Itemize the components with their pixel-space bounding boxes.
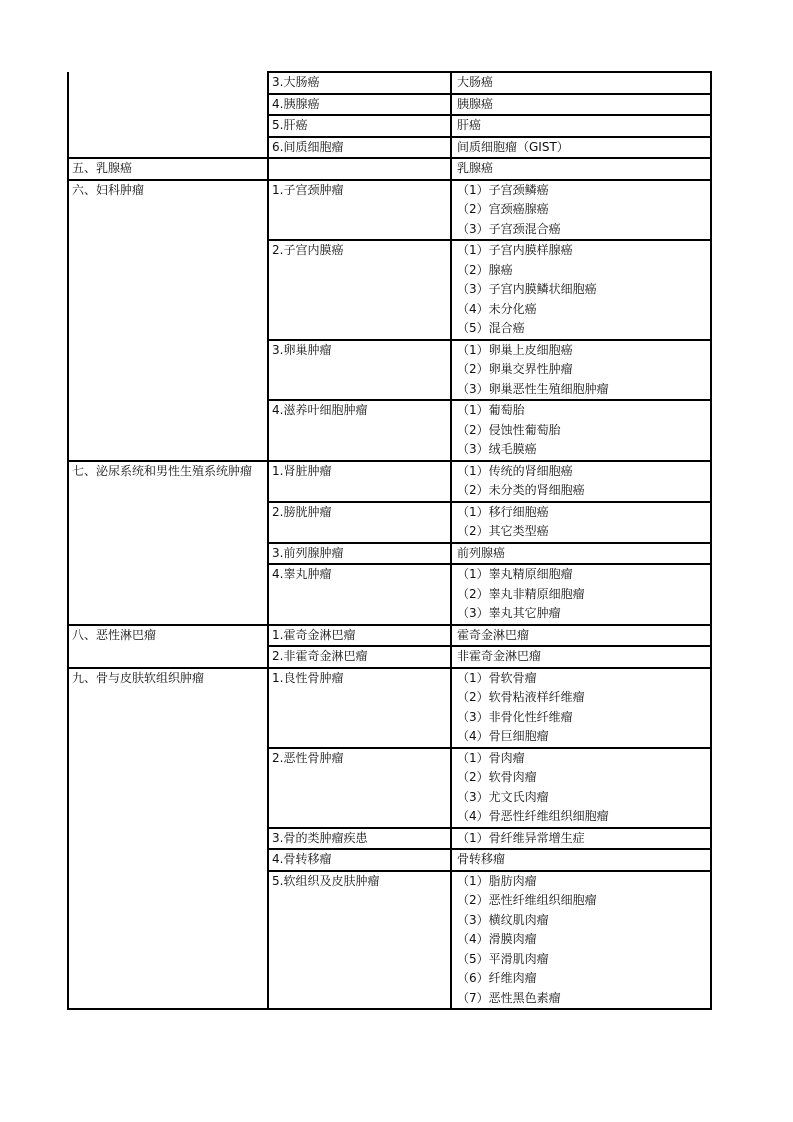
category-label: 七、泌尿系统和男性生殖系统肿瘤: [72, 463, 253, 478]
subtype-item: （1）葡萄胎: [457, 403, 525, 417]
table-row: [68, 400, 711, 461]
subtype-item: 肝癌: [457, 118, 482, 132]
category-cell: [68, 646, 268, 668]
table-row: [68, 340, 711, 401]
table-row: [68, 748, 711, 828]
subcategory-cell: [268, 72, 451, 94]
category-cell: [68, 340, 268, 401]
subtype-item: （1）子宫颈鳞癌: [457, 182, 549, 197]
category-cell: [68, 72, 268, 94]
subcategory-label: 3.卵巢肿瘤: [272, 342, 332, 357]
category-cell: [68, 625, 268, 647]
subcategory-cell: [268, 340, 451, 401]
subcategory-cell: [268, 564, 451, 625]
category-cell: [68, 461, 268, 502]
subtype-item: （1）子宫内膜样腺癌: [457, 243, 573, 257]
subtype-cell: [451, 115, 711, 137]
table-row: [68, 625, 711, 647]
category-cell: [68, 158, 268, 180]
table-row: [68, 849, 711, 871]
subtype-item: （2）卵巢交界性肿瘤: [457, 362, 573, 376]
subtype-cell: [451, 668, 711, 748]
subtype-cell: [451, 158, 711, 180]
subcategory-cell: [268, 849, 451, 871]
category-cell: [68, 748, 268, 828]
subtype-item: （5）混合癌: [457, 321, 525, 335]
subcategory-cell: [268, 502, 451, 543]
subtype-cell: [451, 849, 711, 871]
subtype-cell: [451, 543, 711, 565]
table-row: [68, 828, 711, 850]
subtype-item: 霍奇金淋巴瘤: [457, 627, 530, 642]
subcategory-label: 3.前列腺肿瘤: [272, 545, 344, 560]
subtype-item: 间质细胞瘤（GIST）: [457, 139, 569, 154]
category-cell: [68, 137, 268, 159]
subtype-cell: [451, 180, 711, 241]
category-cell: [68, 849, 268, 871]
subtype-item: 胰腺癌: [457, 96, 494, 111]
category-label: 八、恶性淋巴瘤: [72, 627, 157, 642]
subcategory-label: 6.间质细胞瘤: [272, 139, 344, 154]
subtype-cell: [451, 564, 711, 625]
category-cell: [68, 400, 268, 461]
tumor-classification-sheet: [67, 71, 712, 1010]
table-row: [68, 137, 711, 159]
category-cell: [68, 180, 268, 241]
subtype-cell: [451, 72, 711, 94]
subtype-item: （1）传统的肾细胞癌: [457, 463, 573, 478]
table-row: [68, 94, 711, 116]
subcategory-label: 1.子宫颈肿瘤: [272, 182, 344, 197]
subtype-cell: [451, 871, 711, 1010]
subtype-item: （2）软骨粘液样纤维瘤: [457, 690, 585, 704]
subcategory-label: 3.大肠癌: [272, 75, 320, 89]
subcategory-cell: [268, 543, 451, 565]
category-cell: [68, 543, 268, 565]
subtype-cell: [451, 340, 711, 401]
category-cell: [68, 564, 268, 625]
category-cell: [68, 668, 268, 748]
subcategory-cell: [268, 94, 451, 116]
category-cell: [68, 502, 268, 543]
category-cell: [68, 94, 268, 116]
subtype-cell: [451, 400, 711, 461]
subcategory-label: 2.非霍奇金淋巴瘤: [272, 649, 368, 663]
subtype-cell: [451, 828, 711, 850]
category-label: 五、乳腺癌: [72, 161, 133, 175]
subtype-item: （5）平滑肌肉瘤: [457, 951, 549, 966]
table-row: [68, 72, 711, 94]
subtype-item: （6）纤维肉瘤: [457, 971, 537, 985]
subtype-item: （1）移行细胞癌: [457, 504, 549, 519]
subtype-item: （2）睾丸非精原细胞瘤: [457, 586, 585, 601]
subcategory-cell: [268, 646, 451, 668]
subcategory-cell: [268, 668, 451, 748]
table-row: [68, 668, 711, 748]
subtype-item: 乳腺癌: [457, 161, 494, 175]
subtype-item: （3）非骨化性纤维瘤: [457, 709, 573, 724]
subcategory-label: 1.良性骨肿瘤: [272, 670, 344, 685]
subtype-item: （1）卵巢上皮细胞癌: [457, 342, 573, 357]
subtype-item: 前列腺癌: [457, 545, 506, 560]
subcategory-label: 2.子宫内膜癌: [272, 243, 344, 257]
category-label: 九、骨与皮肤软组织肿瘤: [72, 670, 205, 685]
subcategory-label: 2.膀胱肿瘤: [272, 504, 332, 519]
category-cell: [68, 115, 268, 137]
subtype-cell: [451, 748, 711, 828]
subtype-item: （2）腺癌: [457, 262, 513, 277]
subcategory-label: [272, 159, 450, 179]
subtype-item: （1）脂肪肉瘤: [457, 873, 537, 888]
subtype-item: （1）骨肉瘤: [457, 750, 525, 765]
table-row: [68, 461, 711, 502]
subcategory-label: 3.骨的类肿瘤疾患: [272, 830, 368, 845]
table-row: [68, 158, 711, 180]
subtype-item: （4）骨巨细胞瘤: [457, 729, 549, 743]
category-cell: [68, 871, 268, 1010]
subtype-cell: [451, 646, 711, 668]
table-row: [68, 502, 711, 543]
subcategory-label: 1.霍奇金淋巴瘤: [272, 627, 356, 642]
table-row: [68, 564, 711, 625]
subtype-item: 骨转移瘤: [457, 852, 506, 866]
subcategory-cell: [268, 461, 451, 502]
category-cell: [68, 240, 268, 340]
subcategory-cell: [268, 137, 451, 159]
subcategory-cell: [268, 115, 451, 137]
subtype-item: （2）侵蚀性葡萄胎: [457, 422, 561, 437]
subtype-item: （3）睾丸其它肿瘤: [457, 606, 561, 620]
subtype-item: （2）其它类型癌: [457, 524, 549, 538]
subcategory-cell: [268, 828, 451, 850]
subtype-item: （4）未分化癌: [457, 301, 537, 316]
table-row: [68, 240, 711, 340]
subtype-item: （1）骨纤维异常增生症: [457, 830, 585, 845]
table-body: [68, 72, 711, 1009]
subtype-item: （3）子宫颈混合癌: [457, 221, 561, 236]
table-row: [68, 180, 711, 241]
subtype-item: （3）卵巢恶性生殖细胞肿瘤: [457, 381, 609, 396]
table-row: [68, 871, 711, 1010]
subtype-cell: [451, 137, 711, 159]
subcategory-label: 4.滋养叶细胞肿瘤: [272, 403, 368, 417]
subcategory-cell: [268, 180, 451, 241]
subtype-item: （2）未分类的肾细胞癌: [457, 483, 585, 497]
subtype-item: 非霍奇金淋巴瘤: [457, 649, 542, 663]
subtype-item: （3）尤文氏肉瘤: [457, 789, 549, 804]
subcategory-cell: [268, 240, 451, 340]
subtype-item: 大肠癌: [457, 75, 494, 89]
subtype-item: （1）睾丸精原细胞瘤: [457, 567, 573, 581]
subcategory-label: 1.肾脏肿瘤: [272, 463, 332, 478]
subtype-cell: [451, 240, 711, 340]
subtype-item: （2）恶性纤维组织细胞瘤: [457, 893, 597, 907]
subtype-item: （7）恶性黑色素瘤: [457, 990, 561, 1005]
subtype-item: （3）子宫内膜鳞状细胞癌: [457, 282, 597, 296]
table-row: [68, 115, 711, 137]
subcategory-label: 4.睾丸肿瘤: [272, 567, 332, 581]
subcategory-cell: [268, 748, 451, 828]
subcategory-cell: [268, 158, 451, 180]
subtype-item: （4）骨恶性纤维组织细胞瘤: [457, 809, 609, 823]
subtype-item: （3）横纹肌肉瘤: [457, 912, 549, 927]
subcategory-label: 5.软组织及皮肤肿瘤: [272, 873, 380, 888]
subcategory-label: 4.胰腺癌: [272, 96, 320, 111]
table-row: [68, 543, 711, 565]
category-cell: [68, 828, 268, 850]
subtype-item: （2）软骨肉瘤: [457, 770, 537, 784]
subcategory-label: 4.骨转移瘤: [272, 852, 332, 866]
subcategory-cell: [268, 400, 451, 461]
subtype-cell: [451, 94, 711, 116]
subtype-cell: [451, 502, 711, 543]
subcategory-label: 2.恶性骨肿瘤: [272, 750, 344, 765]
subtype-cell: [451, 625, 711, 647]
subcategory-label: 5.肝癌: [272, 118, 308, 132]
subtype-item: （3）绒毛膜癌: [457, 442, 537, 456]
subtype-cell: [451, 461, 711, 502]
subtype-item: （4）滑膜肉瘤: [457, 932, 537, 946]
subcategory-cell: [268, 871, 451, 1010]
tumor-classification-table: [67, 71, 712, 1010]
category-label: 六、妇科肿瘤: [72, 182, 145, 197]
table-row: [68, 646, 711, 668]
subtype-item: （2）宫颈癌腺癌: [457, 202, 549, 216]
subcategory-cell: [268, 625, 451, 647]
subtype-item: （1）骨软骨瘤: [457, 670, 537, 685]
